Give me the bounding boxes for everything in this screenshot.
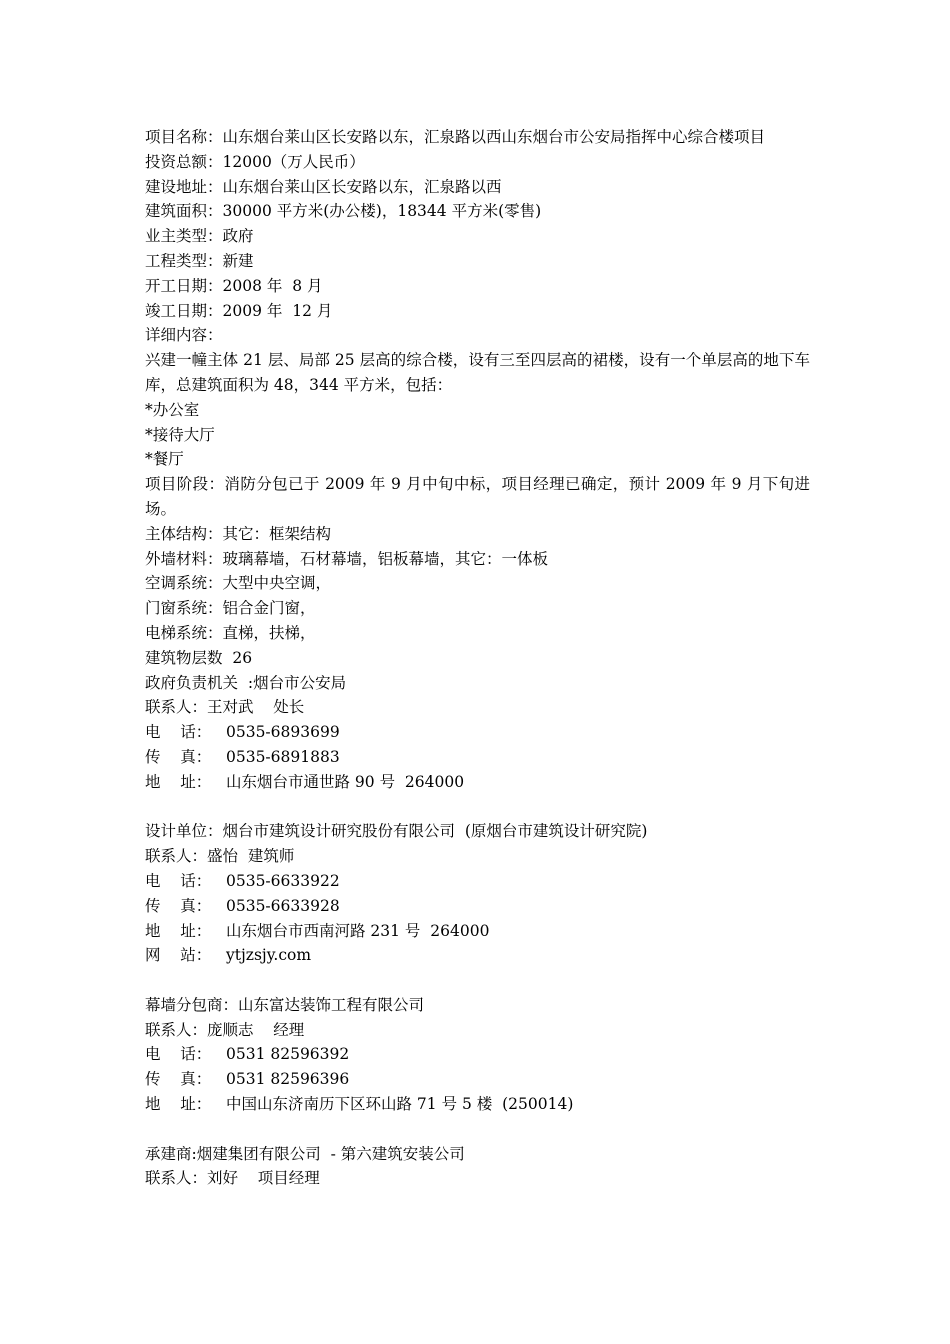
window-system: 门窗系统：铝合金门窗， (145, 599, 316, 618)
government-phone: 电 话： 0535-6893699 (145, 723, 340, 742)
designer-phone: 电 话： 0535-6633922 (145, 871, 340, 890)
section-spacer (145, 795, 810, 820)
building-area: 建筑面积：30000 平方米(办公楼)，18344 平方米(零售) (145, 202, 542, 221)
main-structure: 主体结构：其它：框架结构 (145, 524, 332, 543)
start-date: 开工日期：2008 年 8 月 (145, 276, 323, 295)
curtain-wall-contact: 联系人：庞顺志 经理 (145, 1020, 305, 1039)
section-spacer (145, 968, 810, 993)
floor-count: 建筑物层数 26 (145, 648, 253, 667)
government-address: 地 址： 山东烟台市通世路 90 号 264000 (145, 772, 465, 791)
project-name: 项目名称：山东烟台莱山区长安路以东，汇泉路以西山东烟台市公安局指挥中心综合楼项目 (145, 128, 766, 146)
construction-address: 建设地址：山东烟台莱山区长安路以东，汇泉路以西 (145, 177, 502, 196)
details-label: 详细内容： (145, 326, 223, 345)
designer-website: 网 站： ytjzsjy.com (145, 946, 312, 965)
government-agency: 政府负责机关 :烟台市公安局 (145, 673, 347, 692)
owner-type: 业主类型：政府 (145, 227, 254, 246)
document-body (145, 125, 810, 1191)
section-spacer (145, 1117, 810, 1142)
government-fax: 传 真： 0535-6891883 (145, 747, 340, 766)
hvac-system: 空调系统：大型中央空调， (145, 574, 332, 593)
curtain-wall-subcontractor: 幕墙分包商：山东富达装饰工程有限公司 (145, 995, 425, 1014)
details-text: 兴建一幢主体 21 层、局部 25 层高的综合楼，设有三至四层高的裙楼，设有一个单层高的地下车库，总建筑面积为 48，344 平方米，包括： (145, 351, 810, 394)
completion-date: 竣工日期：2009 年 12 月 (145, 301, 333, 320)
investment-total: 投资总额：12000（万人民币） (145, 152, 365, 171)
designer-contact: 联系人：盛怡 建筑师 (145, 847, 295, 866)
list-item: *餐厅 (145, 450, 184, 469)
elevator-system: 电梯系统：直梯，扶梯， (145, 623, 316, 642)
project-stage: 项目阶段：消防分包已于 2009 年 9 月中旬中标，项目经理已确定，预计 2009 年 9 月下旬进场。 (145, 475, 810, 518)
list-item: *接待大厅 (145, 425, 215, 444)
facade-material: 外墙材料：玻璃幕墙，石材幕墙，铝板幕墙，其它：一体板 (145, 549, 549, 568)
project-type: 工程类型：新建 (145, 251, 254, 270)
curtain-wall-phone: 电 话： 0531 82596392 (145, 1045, 350, 1064)
curtain-wall-fax: 传 真： 0531 82596396 (145, 1070, 350, 1089)
contractor-name: 承建商:烟建集团有限公司 - 第六建筑安装公司 (145, 1144, 465, 1163)
list-item: *办公室 (145, 400, 200, 419)
government-contact: 联系人：王对武 处长 (145, 698, 305, 717)
curtain-wall-address: 地 址： 中国山东济南历下区环山路 71 号 5 楼 (250014) (145, 1095, 574, 1114)
designer-fax: 传 真： 0535-6633928 (145, 896, 340, 915)
designer-address: 地 址： 山东烟台市西南河路 231 号 264000 (145, 921, 490, 940)
contractor-contact: 联系人：刘好 项目经理 (145, 1169, 320, 1188)
design-unit: 设计单位：烟台市建筑设计研究股份有限公司 (原烟台市建筑设计研究院) (145, 822, 648, 841)
